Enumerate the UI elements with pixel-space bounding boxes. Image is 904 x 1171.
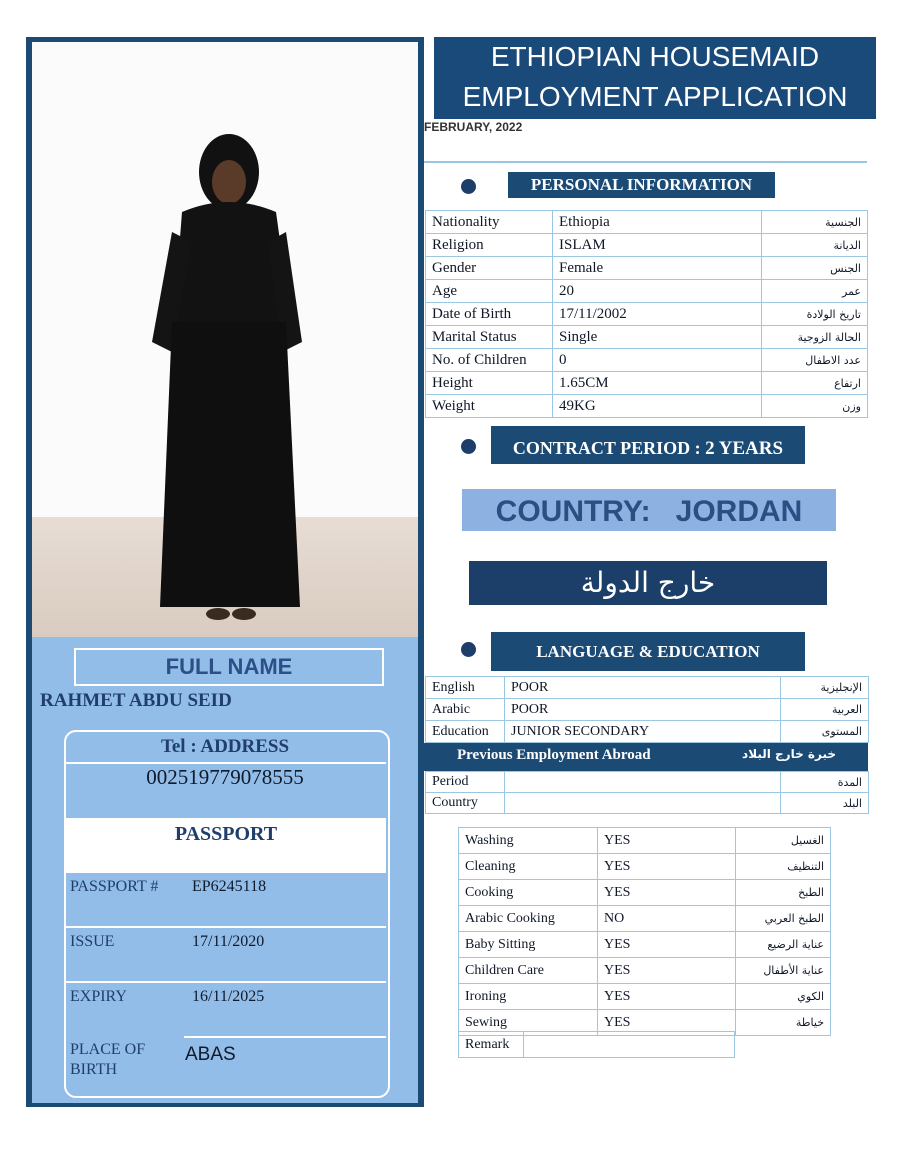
- remark-label: Remark: [459, 1032, 524, 1058]
- skill-row: [459, 906, 831, 932]
- expiry-value: 16/11/2025: [192, 988, 265, 1005]
- language-heading: LANGUAGE & EDUCATION: [491, 632, 805, 671]
- personal-value: Single: [553, 326, 762, 349]
- skill-row: [459, 984, 831, 1010]
- personal-label: Gender: [426, 257, 553, 280]
- personal-row: [426, 211, 868, 234]
- divider: [66, 762, 386, 764]
- personal-value: Female: [553, 257, 762, 280]
- personal-label: Marital Status: [426, 326, 553, 349]
- tel-label: Tel : ADDRESS: [160, 736, 290, 757]
- person-figure: [32, 42, 418, 637]
- remark-value: [524, 1032, 735, 1058]
- language-arabic: المستوى: [781, 721, 869, 743]
- divider: [66, 926, 386, 928]
- personal-label: Age: [426, 280, 553, 303]
- skill-row: [459, 958, 831, 984]
- skill-arabic: خياطة: [736, 1010, 831, 1036]
- personal-arabic: الجنسية: [762, 211, 868, 234]
- remark-table: [458, 1031, 735, 1058]
- bullet-icon: [461, 439, 476, 454]
- personal-label: Nationality: [426, 211, 553, 234]
- previous-label: Period: [426, 772, 505, 793]
- skill-label: Sewing: [459, 1010, 598, 1036]
- personal-arabic: الحالة الزوجية: [762, 326, 868, 349]
- passport-number-label: PASSPORT #: [70, 878, 159, 895]
- skill-label: Cooking: [459, 880, 598, 906]
- skill-row: [459, 854, 831, 880]
- previous-arabic: المدة: [781, 772, 869, 793]
- personal-arabic: عدد الاطفال: [762, 349, 868, 372]
- title-line-2: EMPLOYMENT APPLICATION: [462, 81, 848, 112]
- previous-arabic: البلد: [781, 793, 869, 814]
- language-value: JUNIOR SECONDARY: [505, 721, 781, 743]
- skill-label: Arabic Cooking: [459, 906, 598, 932]
- document-date: FEBRUARY, 2022: [424, 120, 523, 134]
- skill-value: NO: [598, 906, 736, 932]
- skill-value: YES: [598, 932, 736, 958]
- personal-row: [426, 234, 868, 257]
- language-row: [426, 677, 869, 699]
- skill-row: [459, 880, 831, 906]
- previous-value: [505, 772, 781, 793]
- birthplace-label-line2: BIRTH: [70, 1061, 118, 1078]
- skill-value: YES: [598, 828, 736, 854]
- skill-value: YES: [598, 984, 736, 1010]
- title-line-1: ETHIOPIAN HOUSEMAID: [490, 41, 820, 72]
- issue-value: 17/11/2020: [192, 933, 265, 950]
- previous-heading-arabic: خبرة خارج البلاد: [742, 747, 836, 761]
- bullet-icon: [461, 179, 476, 194]
- personal-value: 49KG: [553, 395, 762, 418]
- skill-label: Cleaning: [459, 854, 598, 880]
- personal-label: No. of Children: [426, 349, 553, 372]
- personal-value: Ethiopia: [553, 211, 762, 234]
- personal-label: Religion: [426, 234, 553, 257]
- personal-info-heading: PERSONAL INFORMATION: [508, 172, 775, 198]
- personal-value: 1.65CM: [553, 372, 762, 395]
- personal-row: [426, 257, 868, 280]
- skill-arabic: الطبخ: [736, 880, 831, 906]
- personal-value: 0: [553, 349, 762, 372]
- previous-row: [426, 793, 869, 814]
- personal-info-table: [425, 210, 868, 418]
- personal-arabic: وزن: [762, 395, 868, 418]
- personal-value: 17/11/2002: [553, 303, 762, 326]
- personal-label: Date of Birth: [426, 303, 553, 326]
- expiry-label: EXPIRY: [70, 988, 127, 1005]
- contract-period: [491, 426, 805, 464]
- passport-number-value: EP6245118: [192, 878, 267, 895]
- personal-arabic: الديانة: [762, 234, 868, 257]
- language-value: POOR: [505, 677, 781, 699]
- skill-label: Washing: [459, 828, 598, 854]
- birthplace-value: ABAS: [185, 1044, 236, 1065]
- previous-row: [426, 772, 869, 793]
- country-value: JORDAN: [675, 495, 803, 528]
- personal-arabic: ارتفاع: [762, 372, 868, 395]
- document-title: [434, 37, 876, 119]
- contract-value: 2 YEARS: [705, 438, 784, 459]
- language-value: POOR: [505, 699, 781, 721]
- previous-label: Country: [426, 793, 505, 814]
- language-row: [426, 721, 869, 743]
- bullet-icon: [461, 642, 476, 657]
- personal-arabic: عمر: [762, 280, 868, 303]
- language-label: Education: [426, 721, 505, 743]
- language-arabic: العربية: [781, 699, 869, 721]
- country-arabic: خارج الدولة: [469, 561, 827, 605]
- personal-row: [426, 372, 868, 395]
- personal-value: ISLAM: [553, 234, 762, 257]
- personal-row: [426, 303, 868, 326]
- previous-employment-table: [425, 771, 869, 814]
- personal-row: [426, 395, 868, 418]
- tel-value: 002519779078555: [146, 765, 304, 789]
- personal-row: [426, 349, 868, 372]
- divider: [66, 981, 386, 983]
- remark-row: [459, 1032, 735, 1058]
- issue-label: ISSUE: [70, 933, 115, 950]
- skill-label: Baby Sitting: [459, 932, 598, 958]
- language-label: English: [426, 677, 505, 699]
- skill-arabic: التنظيف: [736, 854, 831, 880]
- skill-value: YES: [598, 958, 736, 984]
- skill-value: YES: [598, 854, 736, 880]
- personal-label: Weight: [426, 395, 553, 418]
- personal-arabic: الجنس: [762, 257, 868, 280]
- skill-label: Ironing: [459, 984, 598, 1010]
- previous-heading-text: Previous Employment Abroad: [457, 747, 651, 763]
- previous-value: [505, 793, 781, 814]
- skill-label: Children Care: [459, 958, 598, 984]
- personal-arabic: تاريخ الولادة: [762, 303, 868, 326]
- birthplace-label-line1: PLACE OF: [70, 1041, 146, 1058]
- country-label: COUNTRY:: [495, 495, 651, 528]
- language-arabic: الإنجليزية: [781, 677, 869, 699]
- skill-value: YES: [598, 880, 736, 906]
- divider: [424, 161, 867, 163]
- full-name-label: FULL NAME: [74, 648, 384, 686]
- divider: [184, 1036, 386, 1038]
- skill-arabic: الغسيل: [736, 828, 831, 854]
- personal-row: [426, 326, 868, 349]
- skill-row: [459, 828, 831, 854]
- skill-arabic: الكوي: [736, 984, 831, 1010]
- skills-table: [458, 827, 831, 1036]
- personal-label: Height: [426, 372, 553, 395]
- previous-employment-heading: [424, 743, 868, 771]
- skill-arabic: عناية الرضيع: [736, 932, 831, 958]
- language-row: [426, 699, 869, 721]
- personal-row: [426, 280, 868, 303]
- skill-arabic: الطبخ العربي: [736, 906, 831, 932]
- country-box: [462, 489, 836, 531]
- contract-label: CONTRACT PERIOD :: [512, 438, 701, 458]
- skill-arabic: عناية الأطفال: [736, 958, 831, 984]
- candidate-name: RAHMET ABDU SEID: [40, 690, 232, 711]
- personal-value: 20: [553, 280, 762, 303]
- passport-heading: PASSPORT: [174, 823, 278, 845]
- candidate-photo: [32, 42, 418, 637]
- language-label: Arabic: [426, 699, 505, 721]
- language-table: [425, 676, 869, 743]
- skill-row: [459, 932, 831, 958]
- skill-value: YES: [598, 1010, 736, 1036]
